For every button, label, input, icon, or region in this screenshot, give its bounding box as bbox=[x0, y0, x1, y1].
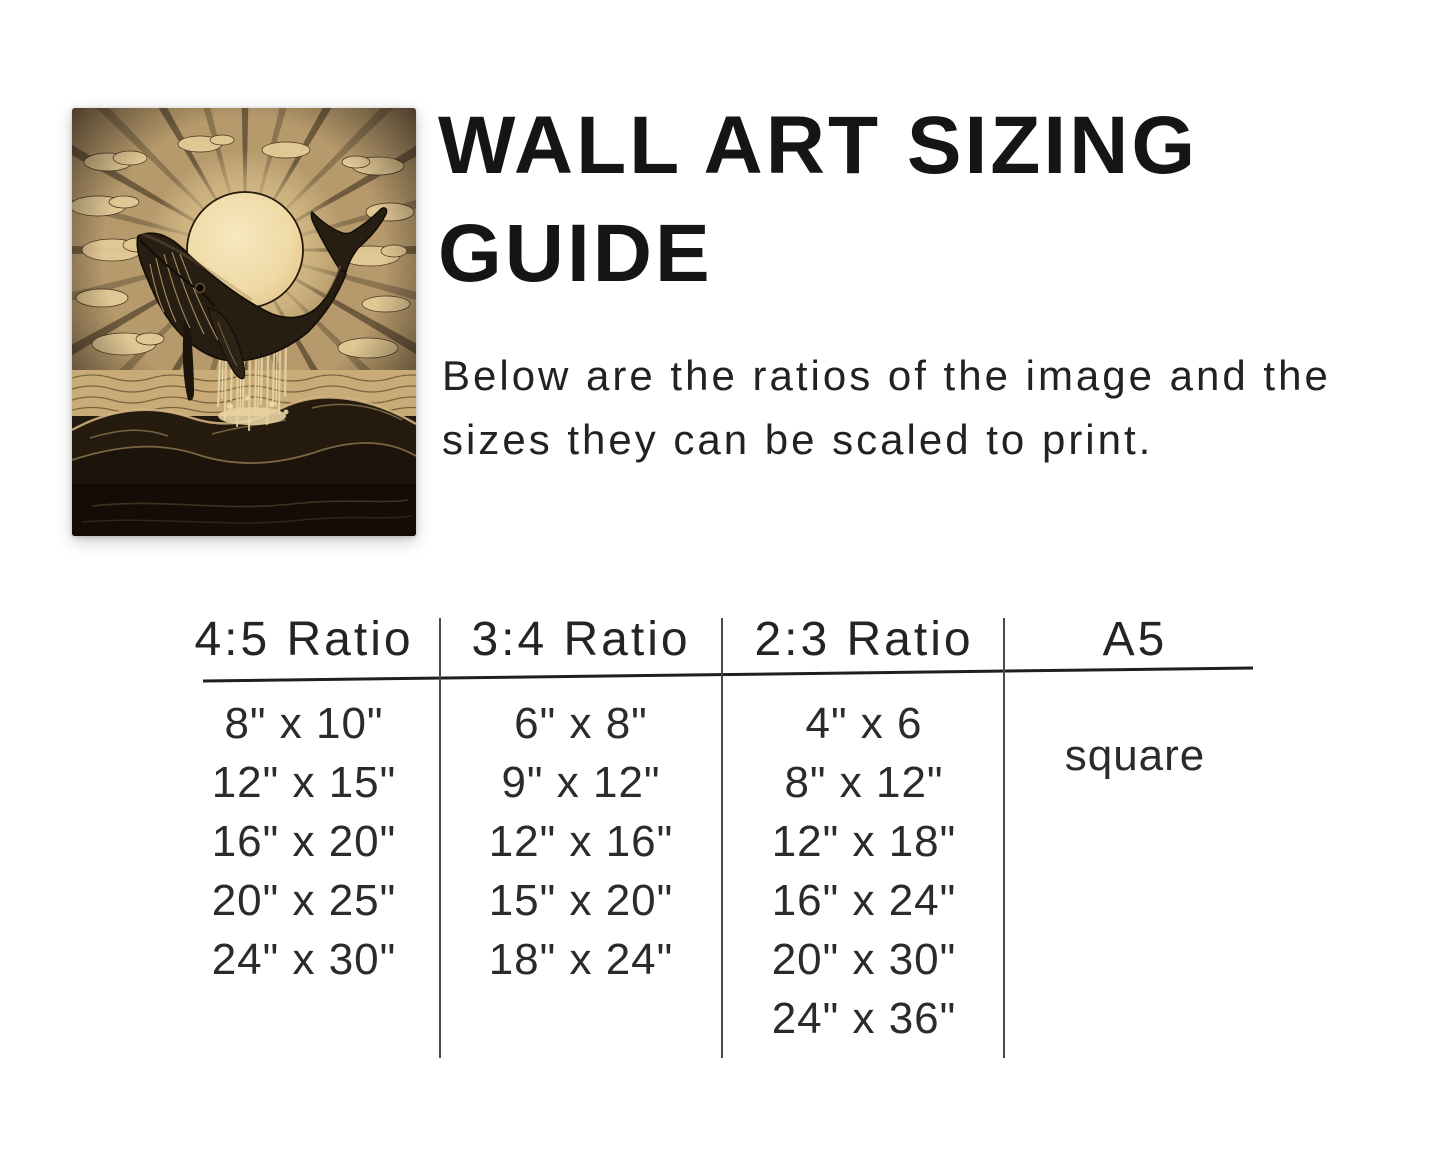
size-cell: 24" x 36" bbox=[771, 993, 957, 1043]
size-cell: 8" x 10" bbox=[224, 698, 384, 748]
size-cell: 20" x 30" bbox=[771, 934, 957, 984]
size-cell: 12" x 16" bbox=[488, 816, 674, 866]
column-header-2-3-ratio: 2:3 Ratio bbox=[754, 613, 974, 666]
size-cell: 12" x 15" bbox=[211, 757, 397, 807]
size-cell: 20" x 25" bbox=[211, 875, 397, 925]
size-column-2-3-ratio bbox=[724, 612, 1004, 1048]
column-header-a5: A5 bbox=[1102, 613, 1168, 666]
column-header-4-5-ratio: 4:5 Ratio bbox=[194, 613, 414, 666]
size-cell: 4" x 6 bbox=[805, 698, 923, 748]
size-cell: 16" x 20" bbox=[211, 816, 397, 866]
size-column-3-4-ratio bbox=[442, 612, 720, 989]
page-title: WALL ART SIZING GUIDE bbox=[438, 100, 1199, 299]
size-column-4-5-ratio bbox=[166, 612, 442, 989]
column-header-3-4-ratio: 3:4 Ratio bbox=[471, 613, 691, 666]
size-cell: 16" x 24" bbox=[771, 875, 957, 925]
size-cell: 15" x 20" bbox=[488, 875, 674, 925]
size-cell: 24" x 30" bbox=[211, 934, 397, 984]
size-cell: 12" x 18" bbox=[771, 816, 957, 866]
size-column-a5 bbox=[1006, 612, 1264, 781]
page-subtitle: Below are the ratios of the image and the sizes they can be scaled to print. bbox=[442, 352, 1331, 463]
size-cell: 18" x 24" bbox=[488, 934, 674, 984]
column-divider bbox=[721, 618, 723, 1058]
size-cell: 9" x 12" bbox=[501, 757, 661, 807]
size-cell: square bbox=[1064, 731, 1206, 780]
size-cell: 8" x 12" bbox=[784, 757, 944, 807]
size-cell: 6" x 8" bbox=[514, 698, 648, 748]
